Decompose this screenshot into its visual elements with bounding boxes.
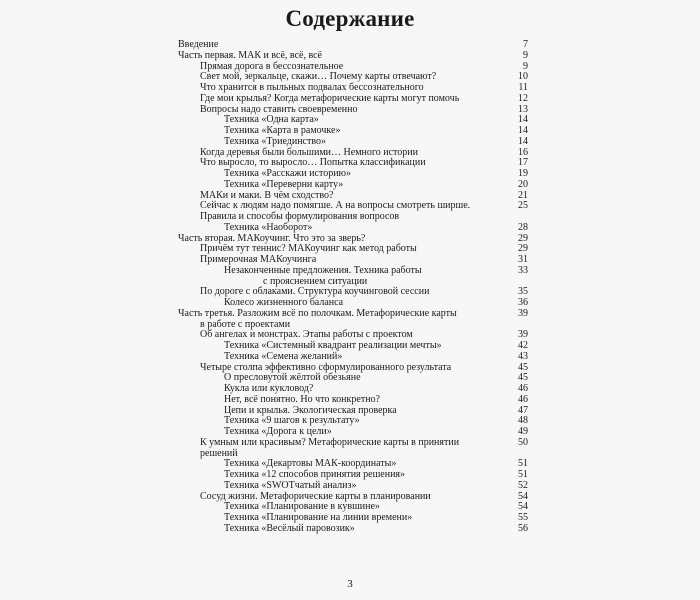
toc-entry-title: Техника «Карта в рамочке» [224,125,341,136]
toc-entry-title: Часть третья. Разложим всё по полочкам. Метафорические карты [178,307,457,319]
toc-entry-page: 42 [518,340,528,351]
toc-entry-page: 9 [523,60,528,72]
toc-entry-title: с прояснением ситуации [263,275,368,287]
toc-entry-title: Нет, всё понятно. Но что конкретно? [224,393,380,405]
toc-entry [178,223,528,234]
toc-entry-title: Правила и способы формулирования вопросов [200,211,400,222]
toc-entry-page: 48 [518,415,528,427]
table-of-contents [178,40,528,535]
toc-entry-page: 45 [518,372,528,384]
toc-entry [178,524,528,535]
toc-entry [178,266,528,277]
toc-entry-title: Сейчас к людям надо помягше. А на вопросы смотреть ширше. [200,200,471,212]
toc-entry-title: Кукла или кукловод? [224,383,314,394]
toc-entry-title: Техника «Триединство» [224,135,327,147]
toc-entry-page: 39 [518,307,528,319]
toc-entry-page: 31 [518,254,528,265]
toc-entry-title: Вопросы надо ставить своевременно [200,103,358,115]
toc-entry-title: Техника «Декартовы МАК-координаты» [224,458,397,470]
toc-entry-title: в работе с проектами [200,318,291,330]
toc-entry-title: Техника «Семена желаний» [224,350,343,362]
toc-entry-page: 52 [518,479,528,491]
toc-entry-page: 35 [518,286,528,298]
toc-entry-title: Цепи и крылья. Экологическая проверка [224,404,397,416]
toc-entry-page: 16 [518,146,528,158]
toc-entry-title: Техника «Наоборот» [224,221,313,233]
toc-entry-page: 47 [518,404,528,416]
toc-entry [178,395,528,406]
toc-entry-page: 14 [518,125,528,136]
toc-entry-page: 55 [518,512,528,523]
toc-entry-page: 13 [518,103,528,115]
toc-entry-title: Техника «Одна карта» [224,114,319,126]
toc-entry-page: 49 [518,426,528,437]
toc-entry-title: К умным или красивым? Метафорические карты в принятии [200,436,460,448]
toc-entry-page: 25 [518,200,528,212]
toc-entry-page: 14 [518,135,528,147]
toc-entry-title: Сосуд жизни. Метафорические карты в планировании [200,490,431,502]
toc-entry-title: Введение [178,39,219,50]
toc-entry-title: Техника «Дорога к цели» [224,426,332,437]
toc-entry-page: 20 [518,178,528,190]
toc-entry-title: Техника «Переверни карту» [224,178,344,190]
toc-entry-page: 29 [518,243,528,255]
toc-entry [178,352,528,363]
toc-entry-title: Техника «Расскажи историю» [224,168,352,179]
toc-entry-title: О пресловутой жёлтой обезьяне [224,372,361,384]
toc-entry-page: 56 [518,522,528,534]
toc-entry-page: 46 [518,393,528,405]
toc-entry-page: 39 [518,329,528,341]
toc-entry-title: Прямая дорога в бессознательное [200,60,344,72]
toc-entry-page: 12 [518,92,528,104]
toc-entry-page: 9 [523,49,528,61]
toc-entry-page: 36 [518,297,528,308]
toc-entry-title: Техника «Планирование в кувшине» [224,501,380,513]
toc-entry-page: 28 [518,221,528,233]
page-title: Содержание [285,6,415,31]
toc-entry [178,51,528,62]
toc-entry-title: Техника «Системный квадрант реализации мечты» [224,340,442,351]
toc-entry-title: Часть первая. МАК и всё, всё, всё [178,49,322,61]
page-number: 3 [347,578,353,590]
toc-entry [178,481,528,492]
toc-entry-title: МАКи и маки. В чём сходство? [200,189,334,201]
toc-entry-page: 19 [518,168,528,179]
toc-entry-title: Что хранится в пыльных подвалах бессознательного [200,82,424,93]
toc-entry-title: Колесо жизненного баланса [224,297,344,308]
toc-entry-title: Техника «Планирование на линии времени» [224,512,413,523]
toc-entry-title: Техника «Весёлый паровозик» [224,522,355,534]
toc-entry-title: По дороге с облаками. Структура коучинговой сессии [200,286,430,298]
toc-entry-title: Четыре столпа эффективно сформулированного результата [200,361,452,373]
toc-entry-title: Техника «9 шагов к результату» [224,415,360,427]
toc-entry-page: 21 [518,189,528,201]
toc-entry-title: Часть вторая. МАКоучинг. Что это за зверь? [178,232,366,244]
toc-entry-page: 54 [518,490,528,502]
toc-entry-title: Примерочная МАКоучинга [200,254,317,265]
toc-entry-title: Незаконченные предложения. Техника работы [224,264,422,276]
toc-entry [178,180,528,191]
toc-entry-title: решений [200,447,238,459]
toc-entry-page: 51 [518,469,528,480]
toc-entry-title: Свет мой, зеркальце, скажи… Почему карты отвечают? [200,71,437,83]
toc-entry-page: 33 [518,264,528,276]
toc-entry-title: Когда деревья были большими… Немного истории [200,146,418,158]
toc-entry-title: Техника «SWOTчатый анализ» [224,479,357,491]
toc-entry-page: 51 [518,458,528,470]
toc-entry [178,94,528,105]
toc-entry-title: Где мои крылья? Когда метафорические карты могут помочь [200,92,460,104]
toc-entry-title: Причём тут теннис? МАКоучинг как метод работы [200,243,417,255]
toc-entry-page: 10 [518,71,528,83]
toc-entry-page: 17 [518,157,528,169]
toc-entry-page: 11 [518,82,528,93]
toc-entry-page: 14 [518,114,528,126]
toc-entry-page: 50 [518,436,528,448]
toc-entry-page: 54 [518,501,528,513]
toc-entry-title: Что выросло, то выросло… Попытка классификации [200,157,426,169]
toc-entry [178,438,528,449]
toc-entry-page: 45 [518,361,528,373]
toc-entry-page: 29 [518,232,528,244]
toc-entry-title: Техника «12 способов принятия решения» [224,469,406,480]
toc-entry-page: 7 [523,39,528,50]
toc-entry-title: Об ангелах и монстрах. Этапы работы с проектом [200,329,413,341]
toc-entry [178,137,528,148]
toc-entry-page: 43 [518,350,528,362]
toc-entry [178,309,528,320]
toc-entry-page: 46 [518,383,528,394]
